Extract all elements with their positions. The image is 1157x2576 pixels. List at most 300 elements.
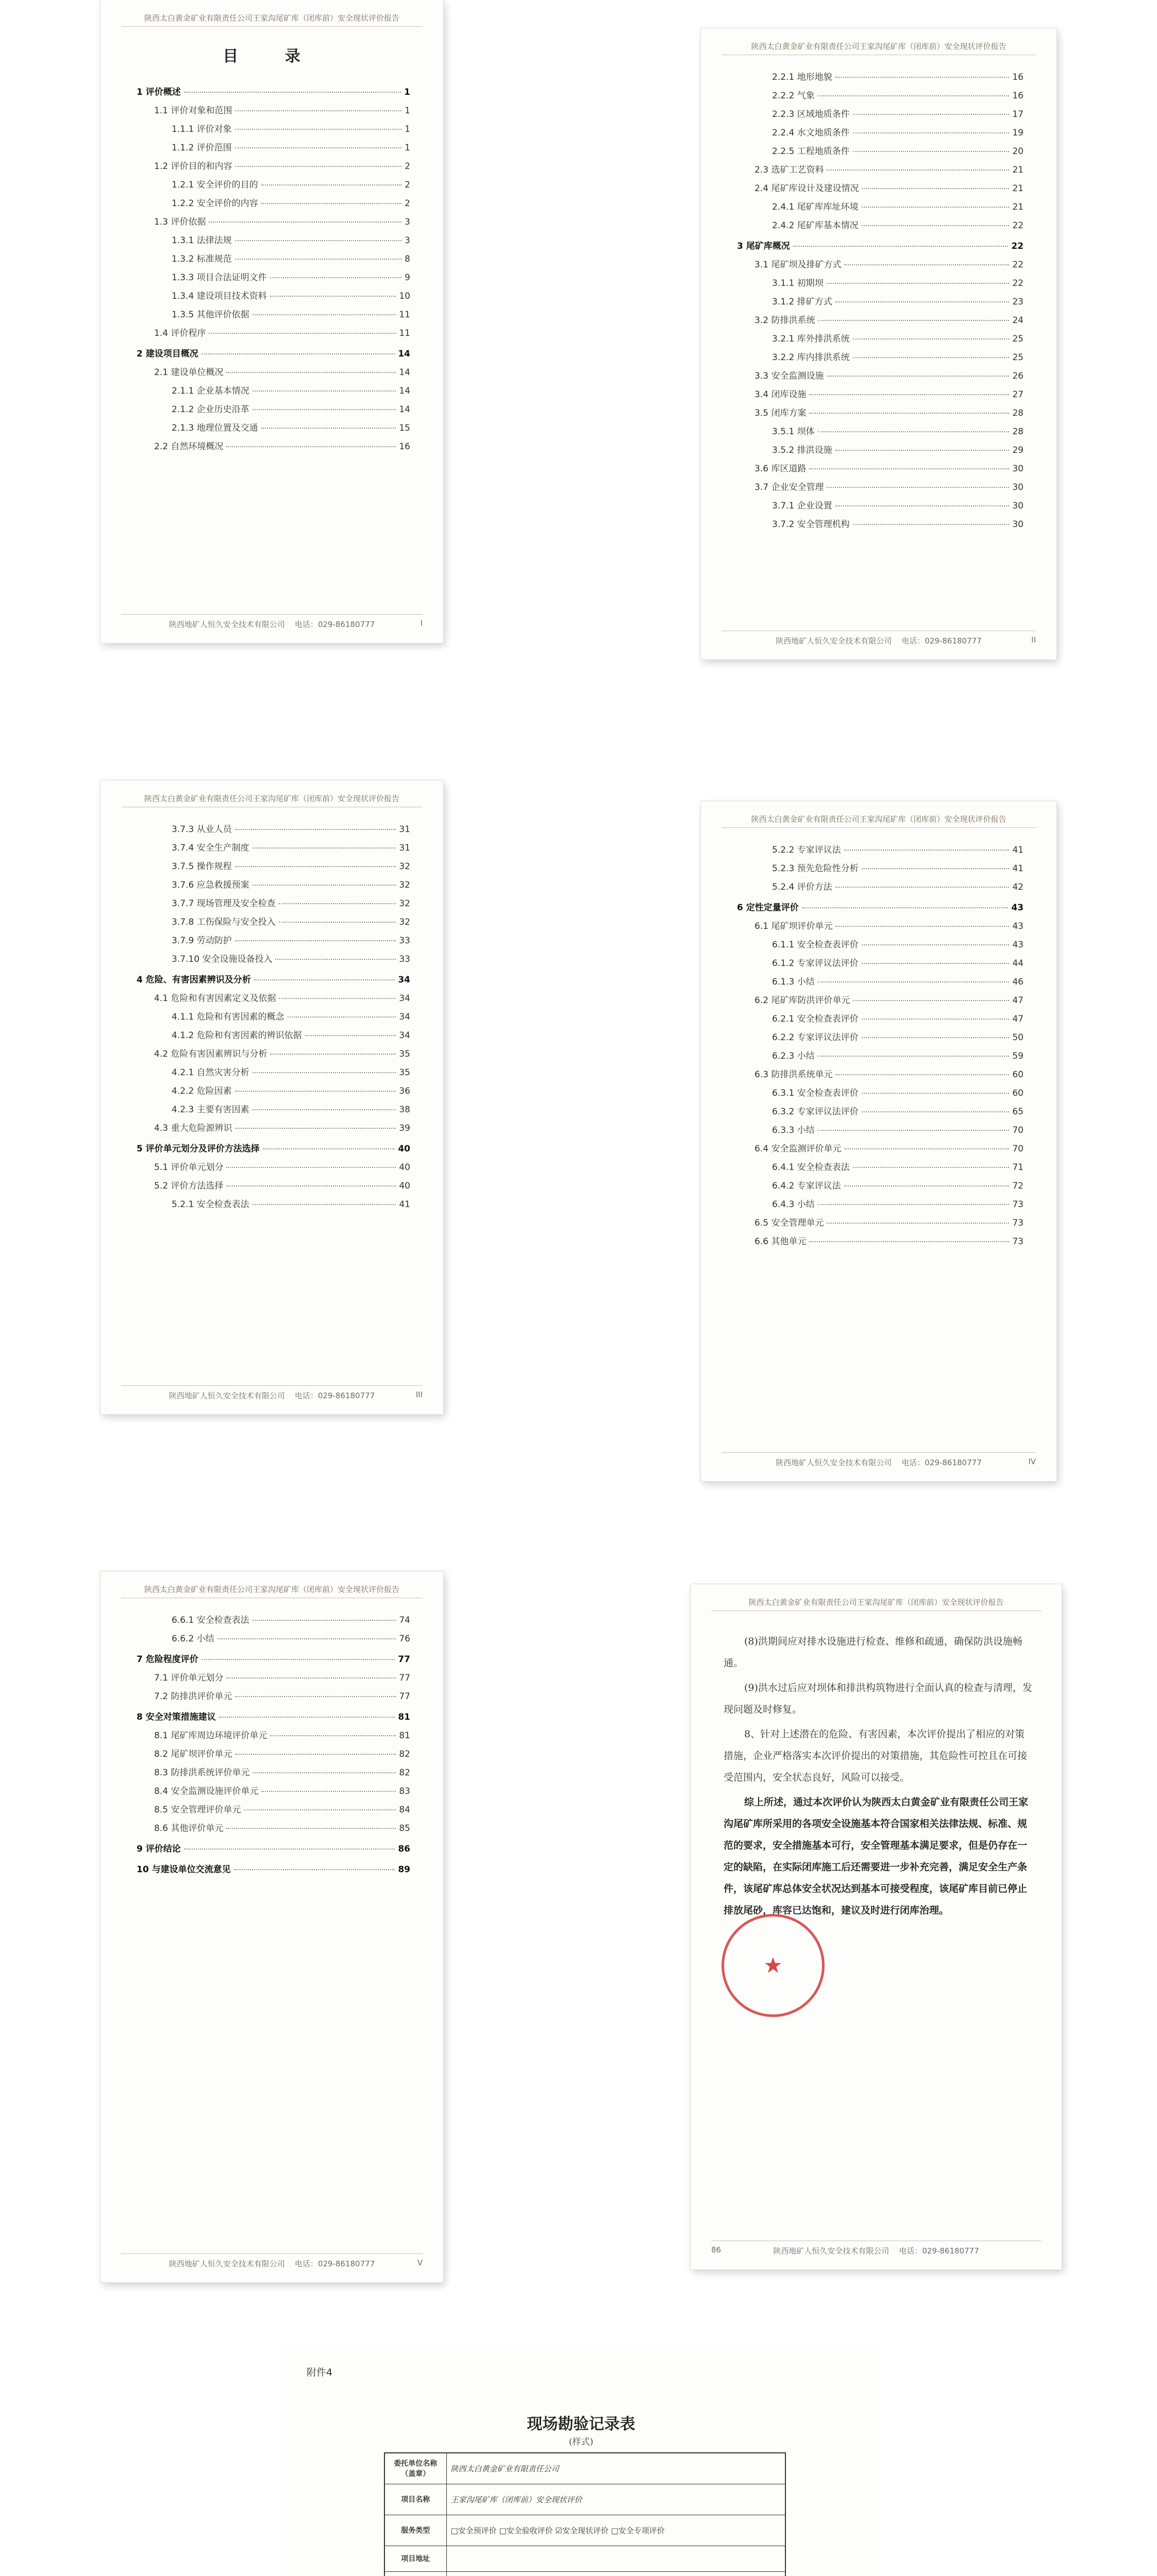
toc-entry xyxy=(737,162,1024,181)
toc-entry-page: 27 xyxy=(1012,389,1024,400)
toc-entry xyxy=(137,1689,410,1707)
toc-entry xyxy=(737,993,1024,1011)
toc-entry xyxy=(737,199,1024,218)
toc-entry-page: 47 xyxy=(1012,1014,1024,1024)
toc-entry-page: 22 xyxy=(1012,260,1024,270)
toc-leader-dots xyxy=(235,129,402,130)
toc-entry-title: 6.2.1 安全检查表评价 xyxy=(772,1014,859,1024)
toc-leader-dots xyxy=(202,353,395,354)
form-row xyxy=(384,2453,785,2484)
toc-leader-dots xyxy=(862,225,1010,226)
toc-entry-title: 6.4.3 小结 xyxy=(772,1199,815,1210)
toc-entry-page: 41 xyxy=(1012,845,1024,855)
toc-leader-dots xyxy=(226,1167,396,1168)
toc-list xyxy=(137,1613,410,1880)
toc-entry-title: 3.1.1 初期坝 xyxy=(772,278,824,289)
toc-leader-dots xyxy=(288,1016,396,1018)
toc-entry xyxy=(737,1104,1024,1123)
toc-entry xyxy=(737,1011,1024,1030)
toc-entry-page: 8 xyxy=(405,254,410,264)
form-row-value xyxy=(446,2546,785,2571)
toc-entry-title: 6.5 安全管理单元 xyxy=(754,1218,824,1228)
toc-entry xyxy=(137,1613,410,1631)
toc-entry xyxy=(137,972,410,991)
toc-entry-title: 1.3.1 法律法规 xyxy=(172,235,232,246)
toc-entry-page: 30 xyxy=(1012,501,1024,511)
toc-entry-title: 3.2 防排洪系统 xyxy=(754,315,815,326)
toc-entry xyxy=(137,346,410,365)
toc-entry xyxy=(137,1028,410,1046)
toc-entry xyxy=(737,350,1024,368)
toc-leader-dots xyxy=(254,979,395,980)
footer-tel: 电话：029-86180777 xyxy=(899,2246,979,2256)
toc-leader-dots xyxy=(253,1072,396,1073)
toc-entry xyxy=(137,840,410,859)
toc-entry-page: 77 xyxy=(399,1691,410,1702)
footer-tel: 电话：029-86180777 xyxy=(901,1458,982,1467)
toc-leader-dots xyxy=(818,320,1009,321)
toc-entry-title: 6.1 尾矿坝评价单元 xyxy=(754,921,833,931)
toc-entry-page: 35 xyxy=(399,1049,410,1059)
toc-entry-page: 86 xyxy=(398,1844,410,1854)
footer-company: 陕西地矿人恒久安全技术有限公司 xyxy=(169,620,285,629)
toc-entry-title: 6.2.2 专家评议法评价 xyxy=(772,1032,859,1043)
toc-entry-title: 8.3 防排洪系统评价单元 xyxy=(154,1768,250,1778)
toc-entry-title: 2.2 自然环境概况 xyxy=(154,442,224,452)
page-header: 陕西太白黄金矿业有限责任公司王家沟尾矿库（闭库前）安全现状评价报告 xyxy=(711,1597,1041,1611)
toc-entry xyxy=(137,1083,410,1102)
page-footer xyxy=(121,2253,423,2269)
toc-entry xyxy=(137,140,410,159)
toc-leader-dots xyxy=(235,147,402,148)
toc-leader-dots xyxy=(253,391,396,392)
page-number: II xyxy=(1031,635,1036,645)
page-footer xyxy=(722,1452,1036,1468)
toc-entry-title: 3.5.1 坝体 xyxy=(772,427,815,437)
toc-entry-page: 43 xyxy=(1011,903,1024,913)
form-row xyxy=(384,2484,785,2515)
toc-entry-page: 11 xyxy=(399,310,410,320)
toc-leader-dots xyxy=(818,1130,1010,1131)
toc-entry-page: 17 xyxy=(1012,109,1024,120)
toc-entry xyxy=(737,956,1024,974)
toc-leader-dots xyxy=(270,296,396,297)
toc-entry xyxy=(737,1178,1024,1197)
toc-entry-page: 16 xyxy=(399,442,410,452)
toc-entry-page: 32 xyxy=(399,899,410,909)
toc-entry-page: 19 xyxy=(1012,128,1024,138)
toc-entry-title: 1.2.1 安全评价的目的 xyxy=(172,180,258,190)
toc-entry xyxy=(737,1197,1024,1215)
toc-entry-page: 33 xyxy=(399,954,410,964)
toc-entry xyxy=(137,877,410,896)
toc-leader-dots xyxy=(862,1093,1010,1094)
toc-entry-title: 2.2.2 气象 xyxy=(772,91,815,101)
toc-leader-dots xyxy=(818,95,1010,96)
toc-entry xyxy=(737,1215,1024,1234)
toc-entry xyxy=(737,861,1024,879)
toc-entry-page: 23 xyxy=(1012,297,1024,307)
page-footer xyxy=(722,631,1036,646)
toc-entry-title: 1.3.3 项目合法证明文件 xyxy=(172,273,267,283)
toc-leader-dots xyxy=(844,1185,1010,1187)
footer-tel: 电话：029-86180777 xyxy=(901,636,982,646)
toc-entry xyxy=(737,88,1024,107)
toc-entry xyxy=(137,1141,410,1160)
toc-entry-title: 1.3.5 其他评价依据 xyxy=(172,310,249,320)
toc-entry xyxy=(137,1009,410,1028)
toc-leader-dots xyxy=(261,1791,396,1792)
body-paragraph: (9)洪水过后应对坝体和排洪构筑物进行全面认真的检查与清理，发现问题及时修复。 xyxy=(724,1682,1032,1715)
toc-entry-page: 3 xyxy=(405,235,410,246)
body-paragraph: 8、针对上述潜在的危险、有害因素，本次评价提出了相应的对策措施，企业严格落实本次评价提出的对策措施，其危险性可控且在可接受范围内，安全状态良好，风险可以接受。 xyxy=(724,1728,1028,1783)
footer-tel: 电话：029-86180777 xyxy=(294,620,375,629)
toc-leader-dots xyxy=(202,1659,395,1660)
toc-leader-dots xyxy=(862,1037,1010,1038)
survey-form-table xyxy=(384,2452,786,2576)
toc-entry-title: 2.4.1 尾矿库库址环境 xyxy=(772,202,859,212)
toc-entry xyxy=(137,1065,410,1083)
toc-leader-dots xyxy=(270,1735,396,1736)
toc-leader-dots xyxy=(827,170,1009,171)
toc-entry xyxy=(737,1048,1024,1067)
toc-leader-dots xyxy=(835,77,1010,78)
toc-entry-page: 70 xyxy=(1012,1125,1024,1136)
toc-entry-title: 7.2 防排洪评价单元 xyxy=(154,1691,232,1702)
toc-list xyxy=(737,70,1024,535)
toc-entry xyxy=(137,1841,410,1860)
toc-entry-page: 1 xyxy=(404,87,410,97)
page-footer xyxy=(121,614,423,630)
page-header: 陕西太白黄金矿业有限责任公司王家沟尾矿库（闭库前）安全现状评价报告 xyxy=(121,1584,423,1598)
toc-leader-dots xyxy=(209,333,396,334)
toc-entry-page: 32 xyxy=(399,880,410,890)
toc-entry-title: 6 定性定量评价 xyxy=(737,903,799,913)
toc-entry xyxy=(137,122,410,140)
toc-entry-page: 81 xyxy=(399,1731,410,1741)
toc-entry xyxy=(137,1765,410,1784)
toc-entry-page: 89 xyxy=(398,1865,410,1875)
toc-entry-page: 14 xyxy=(398,349,410,359)
toc-entry xyxy=(137,1197,410,1215)
toc-entry xyxy=(137,1821,410,1839)
toc-leader-dots xyxy=(235,110,401,111)
toc-entry-page: 77 xyxy=(398,1654,410,1665)
form-row-value: □安全预评价 □安全验收评价 ☑安全现状评价 □安全专项评价 xyxy=(446,2515,785,2546)
toc-entry-page: 34 xyxy=(399,993,410,1004)
toc-entry xyxy=(137,914,410,933)
toc-entry-title: 3.6 库区道路 xyxy=(754,464,807,474)
toc-entry xyxy=(137,991,410,1009)
page-header: 陕西太白黄金矿业有限责任公司王家沟尾矿库（闭库前）安全现状评价报告 xyxy=(722,814,1036,828)
toc-leader-dots xyxy=(844,1148,1009,1149)
form-row-label xyxy=(384,2571,446,2576)
toc-entry-page: 72 xyxy=(1012,1181,1024,1191)
toc-entry-page: 70 xyxy=(1012,1144,1024,1154)
toc-entry xyxy=(137,196,410,214)
toc-entry-title: 8 安全对策措施建议 xyxy=(137,1712,216,1722)
toc-entry-title: 3.1 尾矿坝及排矿方式 xyxy=(754,260,842,270)
form-row-label: 服务类型 xyxy=(384,2515,446,2546)
toc-entry-page: 26 xyxy=(1012,371,1024,381)
page-number: V xyxy=(417,2258,423,2267)
toc-entry-page: 22 xyxy=(1011,241,1024,251)
toc-entry xyxy=(137,1747,410,1765)
toc-leader-dots xyxy=(827,1223,1009,1224)
toc-entry xyxy=(137,1178,410,1197)
toc-entry-page: 60 xyxy=(1012,1088,1024,1098)
toc-leader-dots xyxy=(235,259,402,260)
toc-entry xyxy=(137,365,410,383)
toc-page-1 xyxy=(100,0,443,643)
toc-entry-page: 40 xyxy=(399,1181,410,1191)
toc-leader-dots xyxy=(279,998,396,999)
toc-leader-dots xyxy=(270,277,402,278)
toc-entry-page: 81 xyxy=(398,1712,410,1722)
survey-form-page xyxy=(281,2349,881,2576)
toc-entry-title: 8.6 其他评价单元 xyxy=(154,1823,224,1834)
toc-entry-title: 1.3 评价依据 xyxy=(154,217,206,227)
toc-entry-page: 82 xyxy=(399,1749,410,1759)
toc-leader-dots xyxy=(253,1109,396,1110)
toc-title: 目 录 xyxy=(223,47,321,65)
toc-entry-title: 3.7.4 安全生产制度 xyxy=(172,843,249,853)
toc-entry-page: 38 xyxy=(399,1105,410,1115)
toc-entry xyxy=(137,383,410,402)
toc-entry-title: 6.2.3 小结 xyxy=(772,1051,815,1061)
toc-entry xyxy=(737,368,1024,387)
toc-leader-dots xyxy=(253,885,396,886)
toc-entry xyxy=(737,313,1024,331)
toc-entry-page: 22 xyxy=(1012,278,1024,289)
toc-entry-title: 3.5.2 排洪设施 xyxy=(772,445,832,455)
toc-leader-dots xyxy=(253,314,396,315)
toc-entry-title: 1.1.1 评价对象 xyxy=(172,124,232,134)
toc-entry-page: 14 xyxy=(399,404,410,415)
toc-entry-page: 46 xyxy=(1012,977,1024,987)
toc-entry xyxy=(137,270,410,289)
toc-leader-dots xyxy=(862,868,1010,869)
toc-entry-page: 21 xyxy=(1012,202,1024,212)
toc-leader-dots xyxy=(305,1035,396,1036)
toc-entry-title: 6.3.3 小结 xyxy=(772,1125,815,1136)
toc-entry-title: 1.2 评价目的和内容 xyxy=(154,161,232,172)
toc-entry xyxy=(137,159,410,177)
toc-entry xyxy=(137,1862,410,1880)
toc-leader-dots xyxy=(818,1204,1010,1205)
toc-entry xyxy=(737,424,1024,443)
toc-leader-dots xyxy=(862,963,1010,964)
toc-entry-title: 3.1.2 排矿方式 xyxy=(772,297,832,307)
toc-entry-page: 25 xyxy=(1012,352,1024,363)
toc-leader-dots xyxy=(244,1809,396,1810)
toc-entry-title: 6.1.3 小结 xyxy=(772,977,815,987)
toc-entry xyxy=(137,1802,410,1821)
toc-entry-title: 6.1.2 专家评议法评价 xyxy=(772,958,859,969)
toc-leader-dots xyxy=(253,1772,396,1773)
toc-leader-dots xyxy=(835,887,1010,888)
toc-leader-dots xyxy=(235,1091,396,1092)
toc-entry-page: 42 xyxy=(1012,882,1024,892)
toc-entry-title: 10 与建设单位交流意见 xyxy=(137,1865,231,1875)
toc-leader-dots xyxy=(184,92,401,93)
toc-entry xyxy=(137,1160,410,1178)
toc-entry-title: 7.1 评价单元划分 xyxy=(154,1673,224,1683)
toc-leader-dots xyxy=(279,903,396,904)
footer-company: 陕西地矿人恒久安全技术有限公司 xyxy=(776,1458,892,1467)
form-row-value: 王家沟尾矿库（闭库前）安全现状评价 xyxy=(446,2484,785,2515)
toc-leader-dots xyxy=(862,207,1010,208)
toc-entry-title: 5.2 评价方法选择 xyxy=(154,1181,224,1191)
toc-entry-title: 4.2.1 自然灾害分析 xyxy=(172,1067,249,1078)
page-number: III xyxy=(415,1390,423,1399)
toc-leader-dots xyxy=(235,940,396,941)
toc-entry-page: 15 xyxy=(399,423,410,433)
toc-entry-title: 6.6.1 安全检查表法 xyxy=(172,1615,249,1625)
toc-entry xyxy=(137,822,410,840)
toc-entry-title: 6.3 防排洪系统单元 xyxy=(754,1070,833,1080)
toc-leader-dots xyxy=(263,1148,395,1149)
toc-list xyxy=(737,842,1024,1252)
toc-entry-page: 28 xyxy=(1012,427,1024,437)
toc-entry-title: 3.7.2 安全管理机构 xyxy=(772,519,850,530)
toc-entry-page: 2 xyxy=(405,161,410,172)
toc-list xyxy=(137,822,410,1215)
toc-leader-dots xyxy=(853,1000,1009,1001)
toc-entry-page: 33 xyxy=(399,936,410,946)
toc-entry xyxy=(137,1121,410,1139)
form-row xyxy=(384,2546,785,2571)
toc-entry xyxy=(137,859,410,877)
toc-entry-title: 3.7 企业安全管理 xyxy=(754,482,824,493)
toc-entry-title: 2.1.2 企业历史沿革 xyxy=(172,404,249,415)
toc-leader-dots xyxy=(279,922,396,923)
toc-entry xyxy=(137,289,410,307)
footer-company: 陕西地矿人恒久安全技术有限公司 xyxy=(169,2259,285,2268)
toc-leader-dots xyxy=(809,468,1009,469)
toc-entry-title: 8.5 安全管理评价单元 xyxy=(154,1805,241,1815)
toc-entry-page: 82 xyxy=(399,1768,410,1778)
toc-leader-dots xyxy=(217,1638,396,1639)
toc-entry xyxy=(137,439,410,457)
toc-leader-dots xyxy=(209,222,401,223)
toc-entry-page: 20 xyxy=(1012,146,1024,157)
toc-entry xyxy=(737,239,1024,257)
toc-leader-dots xyxy=(235,1696,396,1697)
toc-entry xyxy=(737,1141,1024,1160)
toc-entry-title: 6.6 其他单元 xyxy=(754,1236,807,1247)
toc-leader-dots xyxy=(853,524,1010,525)
toc-entry-page: 28 xyxy=(1012,408,1024,418)
toc-entry xyxy=(737,294,1024,313)
toc-entry-page: 32 xyxy=(399,861,410,872)
form-subtitle: (样式) xyxy=(568,2437,594,2447)
toc-entry xyxy=(737,517,1024,535)
conclusion-page xyxy=(691,1584,1062,2269)
toc-entry-page: 65 xyxy=(1012,1107,1024,1117)
toc-entry-title: 3 尾矿库概况 xyxy=(737,241,790,251)
toc-leader-dots xyxy=(261,203,402,204)
toc-entry-title: 3.7.1 企业设置 xyxy=(772,501,832,511)
toc-entry-title: 2.2.3 区域地质条件 xyxy=(772,109,850,120)
toc-entry-page: 30 xyxy=(1012,482,1024,493)
toc-entry-page: 25 xyxy=(1012,334,1024,344)
toc-entry xyxy=(137,1046,410,1065)
toc-entry-title: 3.7.10 安全设施设备投入 xyxy=(172,954,273,964)
page-header: 陕西太白黄金矿业有限责任公司王家沟尾矿库（闭库前）安全现状评价报告 xyxy=(121,12,423,27)
toc-entry-title: 6.4.2 专家评议法 xyxy=(772,1181,841,1191)
toc-entry-page: 74 xyxy=(399,1615,410,1625)
toc-entry-title: 8.1 尾矿库周边环境评价单元 xyxy=(154,1731,267,1741)
toc-leader-dots xyxy=(261,428,396,429)
toc-entry xyxy=(137,177,410,196)
toc-entry xyxy=(137,84,410,103)
toc-leader-dots xyxy=(835,1074,1009,1075)
toc-entry-title: 3.2.1 库外排洪系统 xyxy=(772,334,850,344)
toc-entry-title: 3.5 闭库方案 xyxy=(754,408,807,418)
toc-entry xyxy=(737,443,1024,461)
toc-entry xyxy=(137,1631,410,1650)
toc-entry-page: 60 xyxy=(1012,1070,1024,1080)
toc-leader-dots xyxy=(235,166,401,167)
toc-leader-dots xyxy=(818,981,1010,982)
toc-entry-title: 3.4 闭库设施 xyxy=(754,389,807,400)
toc-entry-page: 40 xyxy=(398,1144,410,1154)
toc-entry-title: 5.2.2 专家评议法 xyxy=(772,845,841,855)
toc-leader-dots xyxy=(835,301,1010,302)
toc-entry xyxy=(137,896,410,914)
toc-entry xyxy=(737,107,1024,125)
form-row-label: 项目地址 xyxy=(384,2546,446,2571)
toc-entry-page: 73 xyxy=(1012,1236,1024,1247)
toc-entry-title: 5 评价单元划分及评价方法选择 xyxy=(137,1144,260,1154)
toc-entry-title: 4 危险、有害因素辨识及分析 xyxy=(137,975,251,985)
toc-entry-page: 9 xyxy=(405,273,410,283)
toc-entry-page: 16 xyxy=(1012,72,1024,82)
toc-entry-title: 3.7.6 应急救援预案 xyxy=(172,880,249,890)
toc-entry-title: 8.4 安全监测设施评价单元 xyxy=(154,1786,259,1797)
toc-entry-title: 4.1 危险和有害因素定义及依据 xyxy=(154,993,276,1004)
toc-entry-page: 10 xyxy=(399,291,410,301)
toc-leader-dots xyxy=(235,829,396,830)
toc-entry-title: 3.2.2 库内排洪系统 xyxy=(772,352,850,363)
toc-entry-title: 2 建设项目概况 xyxy=(137,349,198,359)
toc-leader-dots xyxy=(184,1849,395,1850)
toc-leader-dots xyxy=(235,240,402,241)
form-row xyxy=(384,2571,785,2576)
toc-entry-title: 1.3.2 标准规范 xyxy=(172,254,232,264)
toc-leader-dots xyxy=(226,1185,396,1187)
toc-entry-page: 35 xyxy=(399,1067,410,1078)
toc-leader-dots xyxy=(853,338,1010,340)
footer-company: 陕西地矿人恒久安全技术有限公司 xyxy=(776,636,892,646)
toc-leader-dots xyxy=(844,264,1009,265)
footer-company: 陕西地矿人恒久安全技术有限公司 xyxy=(773,2246,890,2256)
toc-entry-page: 43 xyxy=(1012,921,1024,931)
toc-entry-title: 6.3.2 专家评议法评价 xyxy=(772,1107,859,1117)
toc-entry-page: 47 xyxy=(1012,995,1024,1006)
toc-entry-title: 2.3 选矿工艺资料 xyxy=(754,165,824,175)
toc-entry-page: 21 xyxy=(1012,165,1024,175)
toc-entry-title: 3.7.8 工伤保险与安全投入 xyxy=(172,917,276,927)
toc-entry-page: 34 xyxy=(399,1030,410,1041)
page-number: IV xyxy=(1028,1457,1036,1466)
footer-tel: 电话：029-86180777 xyxy=(294,1391,375,1400)
toc-leader-dots xyxy=(235,866,396,867)
toc-entry xyxy=(737,842,1024,861)
toc-entry xyxy=(737,937,1024,956)
page-number: I xyxy=(420,619,423,628)
